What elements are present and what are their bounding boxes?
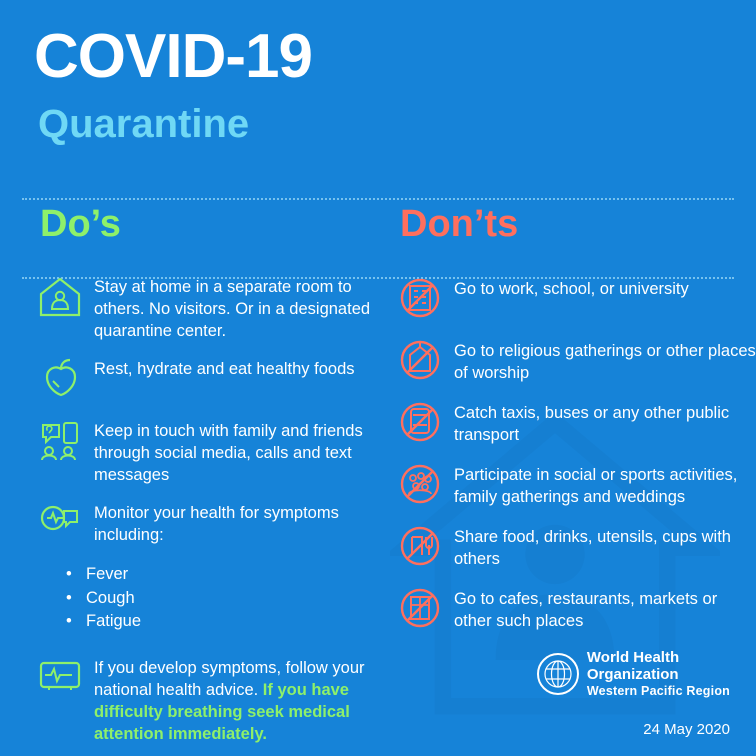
social-contact-icon bbox=[34, 419, 86, 467]
donts-item-cafes bbox=[394, 585, 756, 633]
donts-item-text: Go to cafes, restaurants, markets or other such places bbox=[454, 590, 718, 630]
advice-emphasis: If you have difficulty breathing seek medical attention immediately. bbox=[94, 681, 350, 744]
no-sharing-food-icon bbox=[394, 523, 446, 571]
dos-item-seek-advice bbox=[34, 656, 378, 746]
medical-advice-icon bbox=[34, 656, 86, 704]
donts-item-text: Share food, drinks, utensils, cups with others bbox=[454, 528, 731, 568]
dos-item-monitor-health bbox=[34, 501, 378, 549]
who-line3: Western Pacific Region bbox=[586, 684, 730, 698]
dos-item-text: Rest, hydrate and eat healthy foods bbox=[94, 359, 355, 378]
dos-item-text bbox=[94, 656, 378, 746]
symptom-list bbox=[34, 563, 378, 635]
no-public-transport-icon bbox=[394, 399, 446, 447]
publication-date: 24 May 2020 bbox=[643, 721, 730, 738]
page-subtitle: Quarantine bbox=[38, 102, 250, 146]
no-work-school-icon bbox=[394, 275, 446, 323]
no-cafes-icon bbox=[394, 585, 446, 633]
donts-item-transport bbox=[394, 399, 756, 447]
healthy-food-icon bbox=[34, 357, 86, 405]
no-gatherings-icon bbox=[394, 461, 446, 509]
donts-item-worship bbox=[394, 337, 756, 385]
donts-item-text: Participate in social or sports activities, family gatherings and weddings bbox=[454, 466, 738, 506]
donts-heading: Don’ts bbox=[400, 203, 519, 245]
who-text bbox=[587, 650, 730, 698]
dos-item-text: Monitor your health for symptoms including: bbox=[94, 503, 339, 544]
who-line2: Organization bbox=[586, 666, 679, 684]
dos-item-text: Keep in touch with family and friends through social media, calls and text messages bbox=[94, 421, 363, 484]
list-item: • Cough bbox=[34, 587, 378, 611]
donts-item-work-school bbox=[394, 275, 756, 323]
no-worship-icon bbox=[394, 337, 446, 385]
page-title: COVID-19 bbox=[34, 22, 312, 91]
dos-item-stay-home bbox=[34, 275, 378, 343]
donts-item-text: Catch taxis, buses or any other public transport bbox=[454, 404, 730, 444]
divider-top bbox=[22, 198, 734, 200]
home-person-icon bbox=[34, 275, 86, 323]
dos-column bbox=[0, 205, 378, 756]
donts-item-text: Go to work, school, or university bbox=[454, 280, 689, 298]
advice-plain: If you develop symptoms, follow your national health advice. bbox=[94, 659, 365, 700]
monitor-health-icon bbox=[34, 501, 86, 549]
donts-item-sharing-food bbox=[394, 523, 756, 571]
dos-item-keep-in-touch bbox=[34, 419, 378, 487]
donts-item-gatherings bbox=[394, 461, 756, 509]
donts-item-text: Go to religious gatherings or other places of worship bbox=[454, 342, 756, 382]
who-line1: World Health bbox=[586, 649, 680, 667]
who-logo-block bbox=[536, 650, 730, 698]
list-item: • Fatigue bbox=[34, 610, 378, 634]
dos-heading: Do’s bbox=[40, 203, 121, 245]
poster-header bbox=[34, 22, 312, 146]
dos-item-text: Stay at home in a separate room to others. No visitors. Or in a designated quarantine center. bbox=[94, 278, 371, 340]
dos-item-rest-hydrate bbox=[34, 357, 378, 405]
list-item: • Fever bbox=[34, 563, 378, 587]
who-emblem-icon bbox=[536, 652, 580, 696]
